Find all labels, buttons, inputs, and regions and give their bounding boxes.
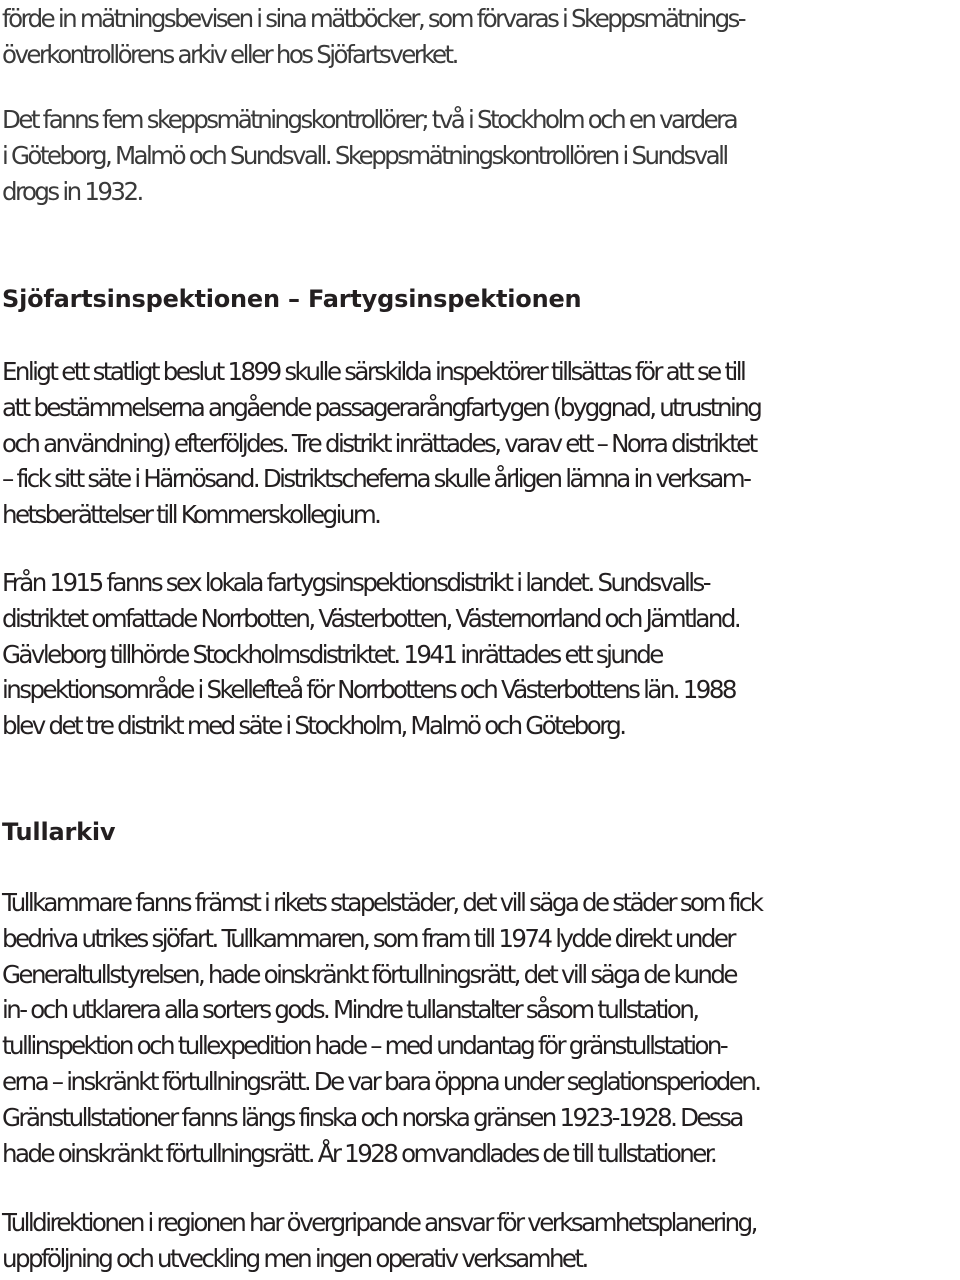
text-line: Gränstullstationer fanns längs finska och norska gränsen 1923-1928. Dessa — [2, 1102, 742, 1132]
text-line: Från 1915 fanns sex lokala fartygsinspektionsdistrikt i landet. Sundsvalls- — [2, 568, 710, 597]
text-line: tullinspektion och tullexpedition hade – med undantag för gränstullstation- — [2, 1031, 727, 1061]
text-line: bedriva utrikes sjöfart. Tullkammaren, som fram till 1974 lydde direkt under — [2, 923, 734, 953]
text-line: att bestämmelserna angående passagerarångfartygen (byggnad, utrustning — [2, 392, 761, 422]
section-heading-sjofartsinspektionen: Sjöfartsinspektionen – Fartygsinspektionen — [2, 285, 582, 313]
text-line: och användning) efterföljdes. Tre distrikt inrättades, varav ett – Norra distriktet — [2, 428, 756, 458]
text-line: erna – inskränkt förtullningsrätt. De var bara öppna under seglationsperioden. — [2, 1066, 760, 1096]
text-line: överkontrollörens arkiv eller hos Sjöfartsverket. — [2, 39, 457, 69]
text-line: i Göteborg, Malmö och Sundsvall. Skeppsmätningskontrollören i Sundsvall — [2, 140, 727, 170]
text-line: drogs in 1932. — [2, 176, 142, 206]
text-line: Generaltullstyrelsen, hade oinskränkt förtullningsrätt, det vill säga de kunde — [2, 959, 736, 989]
text-line: Det fanns fem skeppsmätningskontrollörer; två i Stockholm och en vardera — [2, 105, 737, 134]
intro-paragraph-2 — [2, 102, 960, 209]
sjofartsinspektionen-paragraph-1 — [2, 354, 960, 533]
tullarkiv-paragraph-2 — [2, 1205, 960, 1277]
text-line: – fick sitt säte i Härnösand. Distriktscheferna skulle årligen lämna in verksam- — [2, 464, 750, 494]
text-line: hetsberättelser till Kommerskollegium. — [2, 500, 380, 530]
text-line: förde in mätningsbevisen i sina mätböcker, som förvaras i Skeppsmätnings- — [2, 4, 745, 33]
text-line: Tullkammare fanns främst i rikets stapelstäder, det vill säga de städer som fick — [2, 888, 762, 917]
text-line: uppföljning och utveckling men ingen operativ verksamhet. — [2, 1243, 587, 1273]
text-line: in- och utklarera alla sorters gods. Mindre tullanstalter såsom tullstation, — [2, 995, 698, 1025]
text-line: hade oinskränkt förtullningsrätt. År 1928 omvandlades de till tullstationer. — [2, 1138, 716, 1168]
text-line: Tulldirektionen i regionen har övergripande ansvar för verksamhetsplanering, — [2, 1208, 756, 1237]
sjofartsinspektionen-paragraph-2 — [2, 565, 960, 744]
text-line: blev det tre distrikt med säte i Stockholm, Malmö och Göteborg. — [2, 711, 625, 741]
text-line: Enligt ett statligt beslut 1899 skulle särskilda inspektörer tillsättas för att se till — [2, 357, 745, 386]
intro-paragraph-1 — [2, 1, 960, 73]
text-line: distriktet omfattade Norrbotten, Västerbotten, Västernorrland och Jämtland. — [2, 603, 740, 633]
text-line: Gävleborg tillhörde Stockholmsdistriktet. 1941 inrättades ett sjunde — [2, 639, 662, 669]
text-line: inspektionsområde i Skellefteå för Norrbottens och Västerbottens län. 1988 — [2, 675, 735, 705]
section-heading-tullarkiv: Tullarkiv — [2, 818, 116, 846]
tullarkiv-paragraph-1 — [2, 885, 960, 1171]
